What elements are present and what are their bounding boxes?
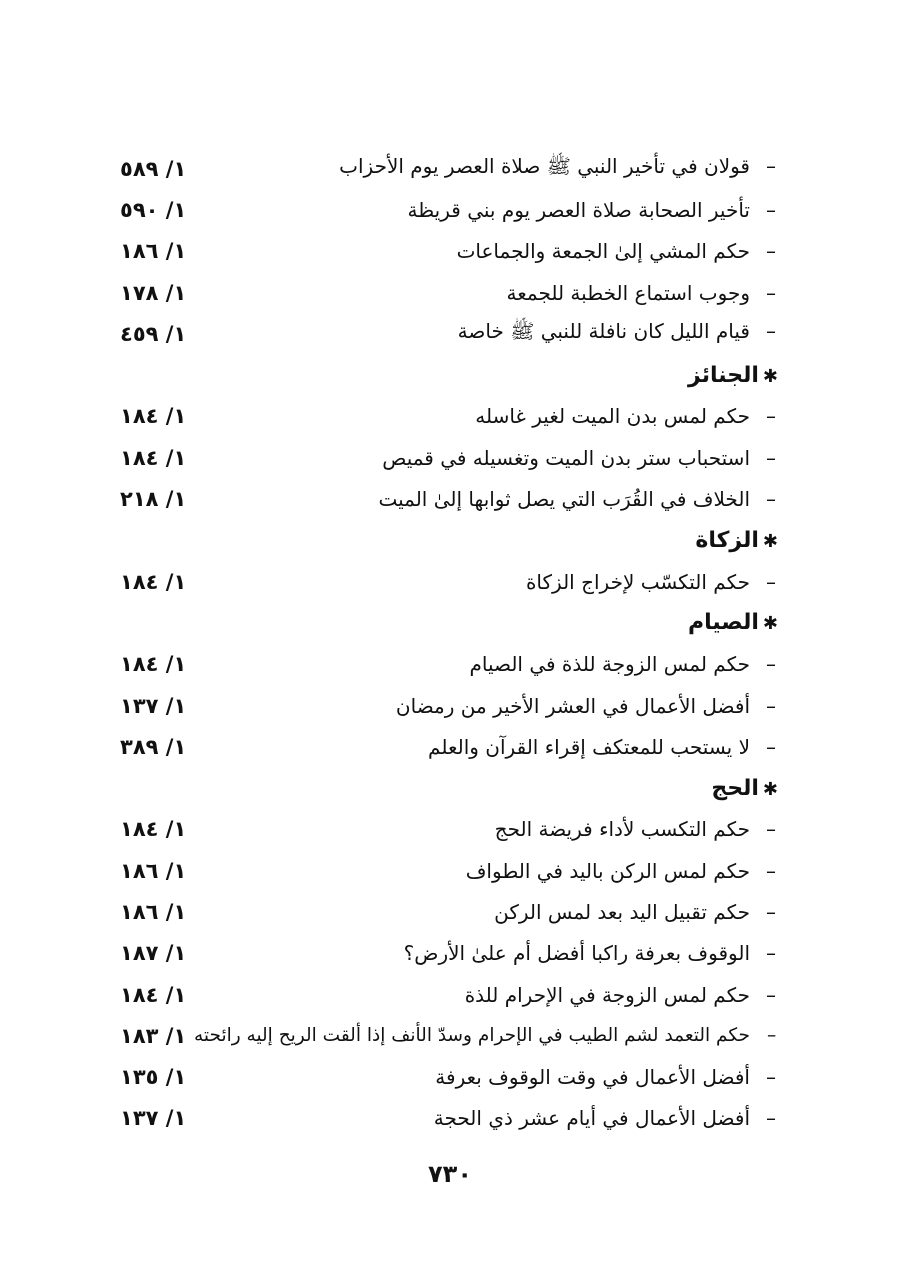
- asterisk-icon: ✱: [762, 778, 778, 800]
- index-entry: [120, 933, 782, 974]
- asterisk-icon: ✱: [762, 530, 778, 552]
- entry-dash: –: [766, 239, 776, 264]
- entry-text: وجوب استماع الخطبة للجمعة: [506, 280, 750, 305]
- entry-reference: ١/ ١٨٤: [120, 817, 187, 842]
- entry-dash: –: [766, 487, 776, 512]
- index-entry: [120, 561, 782, 602]
- index-entry: [120, 189, 782, 230]
- section-title: الحج: [711, 775, 759, 801]
- index-list: [120, 148, 782, 1139]
- entry-text: حكم لمس بدن الميت لغير غاسله: [475, 404, 750, 429]
- entry-text: أفضل الأعمال في وقت الوقوف بعرفة: [435, 1065, 750, 1090]
- entry-dash: –: [766, 941, 776, 966]
- index-entry: [120, 1098, 782, 1139]
- entry-dash: –: [766, 154, 776, 179]
- index-entry: [120, 272, 782, 313]
- entry-text: قيام الليل كان نافلة للنبي ﷺ خاصة: [457, 319, 750, 344]
- index-entry: [120, 850, 782, 891]
- entry-reference: ١/ ١٨٤: [120, 652, 187, 677]
- entry-dash: –: [766, 404, 776, 429]
- entry-dash: –: [766, 445, 776, 470]
- entry-reference: ١/ ٤٥٩: [120, 321, 187, 346]
- entry-text: حكم لمس الزوجة للذة في الصيام: [469, 652, 750, 677]
- entry-dash: –: [766, 652, 776, 677]
- entry-reference: ١/ ١٣٧: [120, 1106, 187, 1131]
- entry-reference: ١/ ٣٨٩: [120, 734, 187, 759]
- entry-reference: ١/ ٥٨٩: [120, 156, 187, 181]
- entry-reference: ١/ ١٨٤: [120, 404, 187, 429]
- entry-text: حكم لمس الزوجة في الإحرام للذة: [464, 982, 750, 1007]
- asterisk-icon: ✱: [762, 365, 778, 387]
- index-entry: [120, 1057, 782, 1098]
- entry-reference: ١/ ١٨٦: [120, 858, 187, 883]
- index-entry: [120, 396, 782, 437]
- index-entry: [120, 644, 782, 685]
- index-entry: [120, 231, 782, 272]
- section-heading: [120, 520, 782, 561]
- entry-dash: –: [766, 817, 776, 842]
- entry-reference: ١/ ١٨٦: [120, 899, 187, 924]
- entry-text: حكم المشي إلىٰ الجمعة والجماعات: [456, 239, 750, 264]
- entry-reference: ١/ ١٨٤: [120, 445, 187, 470]
- entry-text: قولان في تأخير النبي ﷺ صلاة العصر يوم الأحزاب: [339, 154, 750, 179]
- index-entry: [120, 726, 782, 767]
- section-title: الجنائز: [688, 362, 759, 388]
- section-title: الصيام: [688, 610, 759, 636]
- section-heading: [120, 767, 782, 808]
- entry-dash: –: [767, 1025, 776, 1047]
- entry-text: حكم التكسّب لإخراج الزكاة: [525, 569, 750, 594]
- index-entry: [120, 891, 782, 932]
- index-entry: [120, 478, 782, 519]
- entry-text: حكم تقبيل اليد بعد لمس الركن: [494, 899, 750, 924]
- asterisk-icon: ✱: [762, 613, 778, 635]
- section-title: الزكاة: [695, 527, 759, 553]
- entry-reference: ١/ ١٨٧: [120, 941, 187, 966]
- entry-text: تأخير الصحابة صلاة العصر يوم بني قريظة: [407, 197, 750, 222]
- entry-text: حكم التعمد لشم الطيب في الإحرام وسدّ الأنف إذا ألقت الريح إليه رائحته: [194, 1025, 750, 1047]
- entry-reference: ١/ ١٣٥: [120, 1065, 187, 1090]
- section-heading: [120, 354, 782, 395]
- entry-dash: –: [766, 858, 776, 883]
- entry-dash: –: [766, 1106, 776, 1131]
- entry-dash: –: [766, 982, 776, 1007]
- index-entry: [120, 974, 782, 1015]
- entry-dash: –: [766, 569, 776, 594]
- index-entry: [120, 809, 782, 850]
- entry-reference: ١/ ١٣٧: [120, 693, 187, 718]
- entry-reference: ١/ ١٨٤: [120, 569, 187, 594]
- index-entry: [120, 685, 782, 726]
- index-entry: [120, 313, 782, 354]
- entry-text: استحباب ستر بدن الميت وتغسيله في قميص: [382, 445, 750, 470]
- entry-reference: ١/ ٢١٨: [120, 487, 187, 512]
- entry-text: حكم لمس الركن باليد في الطواف: [465, 858, 750, 883]
- entry-dash: –: [766, 734, 776, 759]
- entry-dash: –: [766, 197, 776, 222]
- entry-text: أفضل الأعمال في أيام عشر ذي الحجة: [433, 1106, 750, 1131]
- index-entry: [120, 437, 782, 478]
- page-number: ٧٣٠: [428, 1160, 472, 1188]
- entry-reference: ١/ ١٨٦: [120, 239, 187, 264]
- index-entry: [120, 148, 782, 189]
- entry-text: الخلاف في القُرَب التي يصل ثوابها إلىٰ الميت: [378, 487, 750, 512]
- entry-dash: –: [766, 280, 776, 305]
- entry-text: لا يستحب للمعتكف إقراء القرآن والعلم: [428, 734, 750, 759]
- entry-dash: –: [766, 1065, 776, 1090]
- section-heading: [120, 602, 782, 643]
- index-entry: [120, 1015, 782, 1056]
- entry-dash: –: [766, 319, 776, 344]
- entry-dash: –: [766, 693, 776, 718]
- entry-text: حكم التكسب لأداء فريضة الحج: [494, 817, 750, 842]
- entry-dash: –: [766, 899, 776, 924]
- entry-reference: ١/ ١٨٣: [120, 1023, 187, 1048]
- entry-text: الوقوف بعرفة راكبا أفضل أم علىٰ الأرض؟: [403, 941, 750, 966]
- entry-reference: ١/ ٥٩٠: [120, 197, 187, 222]
- entry-reference: ١/ ١٨٤: [120, 982, 187, 1007]
- entry-text: أفضل الأعمال في العشر الأخير من رمضان: [395, 693, 750, 718]
- entry-reference: ١/ ١٧٨: [120, 280, 187, 305]
